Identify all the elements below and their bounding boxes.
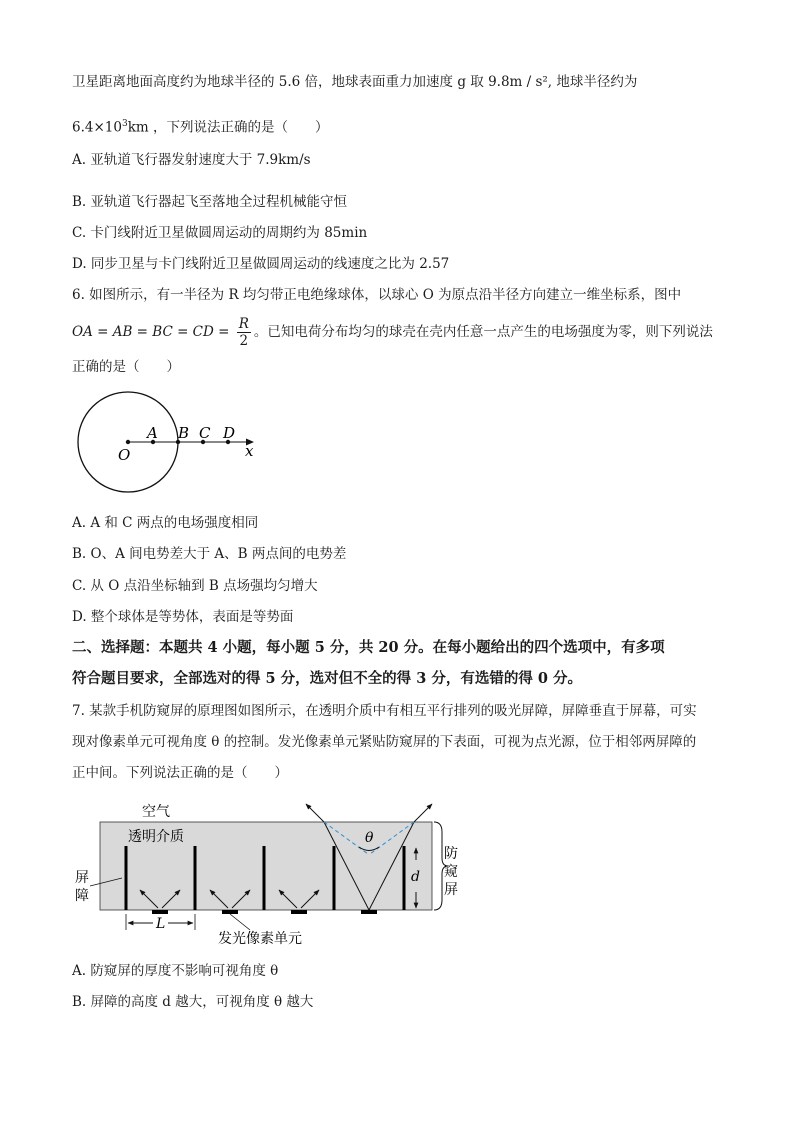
pixel-unit (222, 910, 238, 914)
q6-option-d: D. 整个球体是等势体，表面是等势面 (72, 609, 294, 625)
q6-stem-line3: 正确的是（ ） (72, 359, 180, 375)
q6-stem-line2: OA = AB = BC = CD = $\frac{R}{2}$ 。已知电荷分布均匀的球壳在壳内任意一点产生的电场强度为零，则下列说法 (72, 316, 713, 349)
label-x: x (245, 442, 254, 460)
label-a: A (147, 424, 158, 442)
q7-stem-line2: 现对像素单元可视角度 θ 的控制。发光像素单元紧贴防窥屏的下表面，可视为点光源，位于相邻两屏障的 (72, 734, 697, 750)
label-o: O (118, 446, 131, 464)
q7-stem-line3: 正中间。下列说法正确的是（ ） (72, 765, 288, 781)
q7-stem-line1: 7. 某款手机防窥屏的原理图如图所示，在透明介质中有相互平行排列的吸光屏障，屏障垂直于屏幕，可实 (72, 703, 697, 719)
screen-label-1: 防 (444, 846, 458, 862)
screen-label-2: 窥 (444, 864, 458, 880)
section-heading-line2: 符合题目要求，全部选对的得 5 分，选对但不全的得 3 分，有选错的得 0 分。 (72, 670, 583, 687)
q7-privacy-screen-figure (70, 796, 470, 946)
q7-option-a: A. 防窥屏的厚度不影响可视角度 θ (72, 963, 279, 979)
point-o (126, 440, 130, 444)
medium-label: 透明介质 (128, 829, 184, 845)
q6-fraction: $\frac{R}{2}$ (238, 316, 249, 349)
barrier-label-1: 屏 (75, 870, 89, 886)
section-heading-line1: 二、选择题：本题共 4 小题，每小题 5 分，共 20 分。在每小题给出的四个选项中，有多项 (72, 639, 665, 656)
label-c: C (199, 424, 211, 442)
refracted-ray (306, 804, 324, 822)
q5-stem-line1: 卫星距离地面高度约为地球半径的 5.6 倍，地球表面重力加速度 g 取 9.8m / s², 地球半径约为 (72, 74, 638, 90)
pixel-label: 发光像素单元 (218, 931, 302, 946)
pixel-unit (291, 910, 307, 914)
l-label: L (156, 916, 166, 932)
pixel-label-leader (230, 914, 250, 930)
q5-option-b: B. 亚轨道飞行器起飞至落地全过程机械能守恒 (72, 194, 348, 210)
q5-option-c: C. 卡门线附近卫星做圆周运动的周期约为 85min (72, 225, 368, 241)
label-d: D (223, 424, 236, 442)
q6-option-c: C. 从 O 点沿坐标轴到 B 点场强均匀增大 (72, 578, 318, 594)
air-label: 空气 (142, 804, 170, 820)
pixel-unit (361, 910, 377, 914)
q6-option-a: A. A 和 C 两点的电场强度相同 (72, 515, 259, 531)
label-b: B (178, 424, 190, 442)
refracted-ray (414, 804, 432, 822)
q7-option-b: B. 屏障的高度 d 越大，可视角度 θ 越大 (72, 994, 314, 1010)
q6-stem-line1: 6. 如图所示，有一半径为 R 均匀带正电绝缘球体，以球心 O 为原点沿半径方向建立一维坐标系，图中 (72, 287, 682, 303)
q6-sphere-figure (70, 380, 270, 495)
theta-label: θ (365, 830, 374, 846)
q5-stem-line2: $6.4\times 10^3km$ ，下列说法正确的是（ ） (72, 119, 329, 136)
barrier-label-2: 障 (75, 888, 89, 904)
d-label: d (411, 869, 420, 885)
q5-option-a: A. 亚轨道飞行器发射速度大于 7.9km/s (72, 152, 311, 168)
pixel-unit (152, 910, 168, 914)
screen-label-3: 屏 (444, 882, 458, 898)
q5-option-d: D. 同步卫星与卡门线附近卫星做圆周运动的线速度之比为 2.57 (72, 256, 450, 272)
q6-option-b: B. O、A 间电势差大于 A、B 两点间的电势差 (72, 546, 347, 562)
